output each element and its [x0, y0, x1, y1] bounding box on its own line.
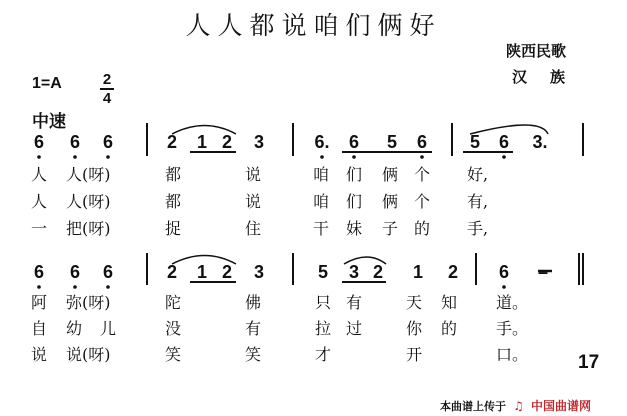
lyric: 个: [414, 192, 431, 211]
tempo-marking: 中速: [32, 112, 66, 132]
lyric: 手。: [496, 319, 529, 338]
octave-dot: [73, 155, 77, 159]
lyric: 佛: [245, 293, 262, 312]
note: 6: [102, 262, 113, 282]
octave-dot: [352, 155, 356, 159]
lyric: 自: [31, 319, 48, 338]
lyric: 开: [406, 345, 423, 364]
note: 3: [253, 132, 264, 152]
note: 2: [166, 132, 177, 152]
note: 3.: [532, 132, 548, 152]
octave-dot: [502, 155, 506, 159]
lyric: 过: [346, 319, 363, 338]
lyric: 知: [441, 293, 458, 312]
lyric: 陀: [165, 293, 182, 312]
lyric: 子: [382, 219, 399, 238]
slur: [470, 125, 548, 134]
page-number: 17: [578, 352, 600, 373]
note: 1: [196, 262, 207, 282]
lyric: 弥(呀): [66, 293, 111, 312]
note: 5: [386, 132, 397, 152]
lyric: 没: [165, 319, 182, 338]
attribution-ethnicity: 汉 族: [512, 68, 570, 86]
lyric: 笑: [165, 345, 182, 364]
note: 6: [69, 132, 80, 152]
octave-dot: [106, 155, 110, 159]
song-title: 人人都说咱们俩好: [185, 11, 442, 40]
note: 6: [33, 132, 44, 152]
octave-dot: [320, 155, 324, 159]
lyric: 们: [346, 192, 363, 211]
note: 6: [69, 262, 80, 282]
note: 2: [447, 262, 458, 282]
lyric: 口。: [496, 345, 529, 364]
note: 6: [498, 132, 509, 152]
note: 3: [253, 262, 264, 282]
attribution-origin: 陕西民歌: [506, 42, 567, 60]
lyric: 妹: [346, 219, 363, 238]
note: 2: [221, 132, 232, 152]
lyric: 个: [414, 165, 431, 184]
lyric: 只: [315, 293, 332, 312]
note: 1: [196, 132, 207, 152]
lyric: 有: [346, 293, 363, 312]
octave-dot: [106, 285, 110, 289]
key-signature: 1=A: [32, 75, 62, 92]
lyric: 咱: [313, 165, 330, 184]
lyric: 捉: [165, 219, 182, 238]
note: 5: [469, 132, 480, 152]
note: 6: [102, 132, 113, 152]
time-signature-top: 2: [102, 71, 112, 88]
note: 6: [33, 262, 44, 282]
slur: [344, 257, 386, 264]
footer-text: 本曲谱上传于: [440, 400, 506, 413]
lyric: 人: [31, 192, 48, 211]
note: 6.: [314, 132, 330, 152]
lyric: 把(呀): [66, 219, 111, 238]
lyric: 有,: [467, 192, 489, 211]
octave-dot: [420, 155, 424, 159]
lyric: 的: [441, 319, 458, 338]
lyric: 儿: [100, 319, 117, 338]
note: 5: [317, 262, 328, 282]
lyric: 笑: [245, 345, 262, 364]
lyric: 才: [315, 345, 332, 364]
lyric: 咱: [313, 192, 330, 211]
note: 6: [416, 132, 427, 152]
lyric: 手,: [467, 219, 489, 238]
footer: [440, 395, 591, 414]
lyric: 说: [245, 192, 262, 211]
lyric: 人(呀): [66, 165, 111, 184]
slur: [172, 256, 236, 265]
octave-dot: [73, 285, 77, 289]
lyric: 好,: [467, 165, 489, 184]
octave-dot: [502, 285, 506, 289]
lyric: 一: [31, 219, 48, 238]
slur: [172, 126, 236, 135]
lyric: 都: [165, 192, 182, 211]
lyric: 俩: [382, 192, 399, 211]
note: 2: [166, 262, 177, 282]
note: 2: [221, 262, 232, 282]
note: 1: [412, 262, 423, 282]
note: 6: [498, 262, 509, 282]
note: 3: [348, 262, 359, 282]
octave-dot: [37, 285, 41, 289]
lyric: 天: [406, 293, 423, 312]
lyric: 说: [245, 165, 262, 184]
lyric: 住: [245, 219, 262, 238]
note: –: [537, 262, 548, 282]
lyric: 都: [165, 165, 182, 184]
site-brand[interactable]: 中国曲谱网: [530, 399, 591, 413]
lyric: 说(呀): [66, 345, 111, 364]
lyric: 人(呀): [66, 192, 111, 211]
lyric: 说: [31, 345, 48, 364]
lyric: 们: [346, 165, 363, 184]
note: 2: [372, 262, 383, 282]
lyric: 俩: [382, 165, 399, 184]
lyric: 有: [245, 319, 262, 338]
lyric: 幼: [66, 319, 83, 338]
lyric: 拉: [315, 319, 332, 338]
lyric: 的: [414, 219, 431, 238]
note: 6: [348, 132, 359, 152]
lyric: 你: [406, 319, 423, 338]
lyric: 道。: [496, 293, 529, 312]
music-note-icon: ♫: [513, 399, 524, 413]
time-signature-bottom: 4: [102, 90, 112, 107]
lyric: 干: [313, 219, 330, 238]
octave-dot: [37, 155, 41, 159]
lyric: 阿: [31, 293, 48, 312]
lyric: 人: [31, 165, 48, 184]
